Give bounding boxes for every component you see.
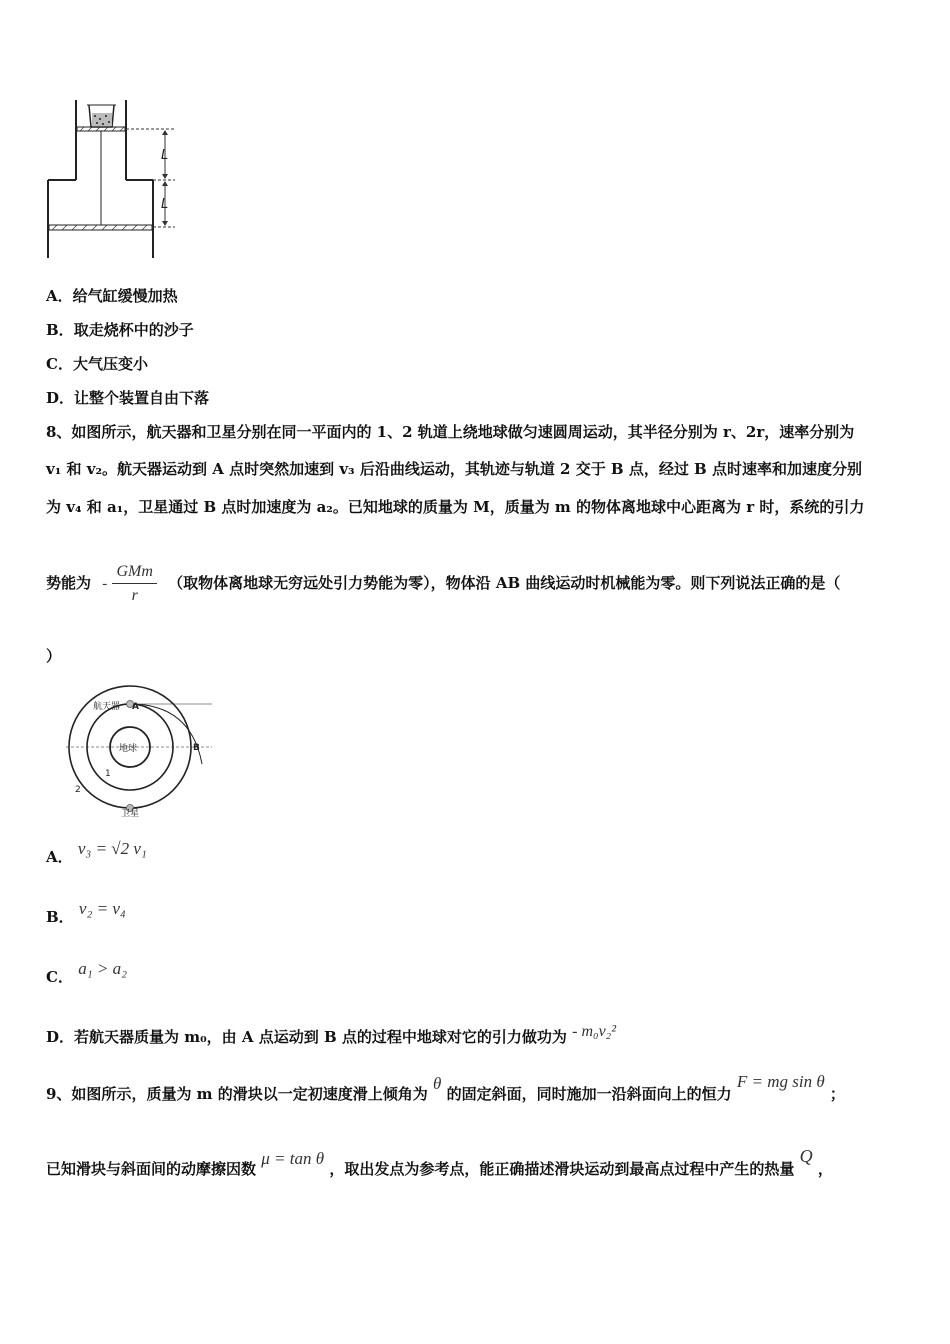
q8-stem-line2: v₁ 和 v₂。航天器运动到 A 点时突然加速到 v₃ 后沿曲线运动，其轨迹与轨道 2 交于 B 点，经过 B 点时速率和加速度分别	[46, 460, 862, 478]
label-satellite: 卫星	[121, 809, 140, 819]
label-orbit-1: 1	[105, 769, 111, 779]
cylinder-figure	[40, 98, 190, 263]
q7-option-d: D．让整个装置自由下落	[46, 389, 210, 407]
orbit-figure	[62, 676, 222, 821]
q7-option-a: A．给气缸缓慢加热	[46, 287, 178, 305]
q7-option-b: B．取走烧杯中的沙子	[46, 321, 194, 339]
q8-stem-line4: 势能为 - $\frac{\text{GMm}}{r}$ （取物体离地球无穷远处引力势能为零），物体沿 AB 曲线运动时机械能为零。则下列说法正确的是（	[46, 560, 840, 608]
label-orbit-2: 2	[75, 785, 81, 795]
q8-stem-line1: 8、如图所示，航天器和卫星分别在同一平面内的 1、2 轨道上绕地球做匀速圆周运动，其半径分别为 r、2r，速率分别为	[46, 423, 855, 441]
q8-stem-line5: ）	[46, 647, 62, 665]
label-earth: 地球	[119, 744, 138, 754]
q9-stem-line2: 已知滑块与斜面间的动摩擦因数 μ = tan θ ，取出发点为参考点，能正确描述滑块运动到最高点过程中产生的热量 Q ，	[46, 1146, 833, 1178]
potential-energy-fraction: $\frac{\text{GMm}}{r}$	[112, 561, 156, 608]
dimension-label-bottom: L	[161, 197, 169, 212]
label-point-b: B	[193, 743, 200, 753]
dimension-label-top: L	[161, 148, 169, 163]
label-spacecraft: 航天器	[93, 702, 121, 712]
label-point-a: A	[132, 702, 139, 712]
q8-option-a: A． v₃ = √2 v₁	[46, 839, 147, 866]
q8-option-d: D．若航天器质量为 m₀，由 A 点运动到 B 点的过程中地球对它的引力做功为 - m₀v₂²	[46, 1023, 617, 1046]
q8-option-c: C． a₁ > a₂	[46, 959, 127, 986]
q8-stem-line3: 为 v₄ 和 a₁，卫星通过 B 点时加速度为 a₂。已知地球的质量为 M，质量为 m 的物体离地球中心距离为 r 时，系统的引力	[46, 498, 865, 516]
q7-option-c: C．大气压变小	[46, 355, 148, 373]
q8-option-b: B． v₂ = v₄	[46, 899, 126, 926]
q9-stem-line1: 9、如图所示，质量为 m 的滑块以一定初速度滑上倾角为 θ 的固定斜面，同时施加一沿斜面向上的恒力 F = mg sin θ ；	[46, 1072, 845, 1103]
